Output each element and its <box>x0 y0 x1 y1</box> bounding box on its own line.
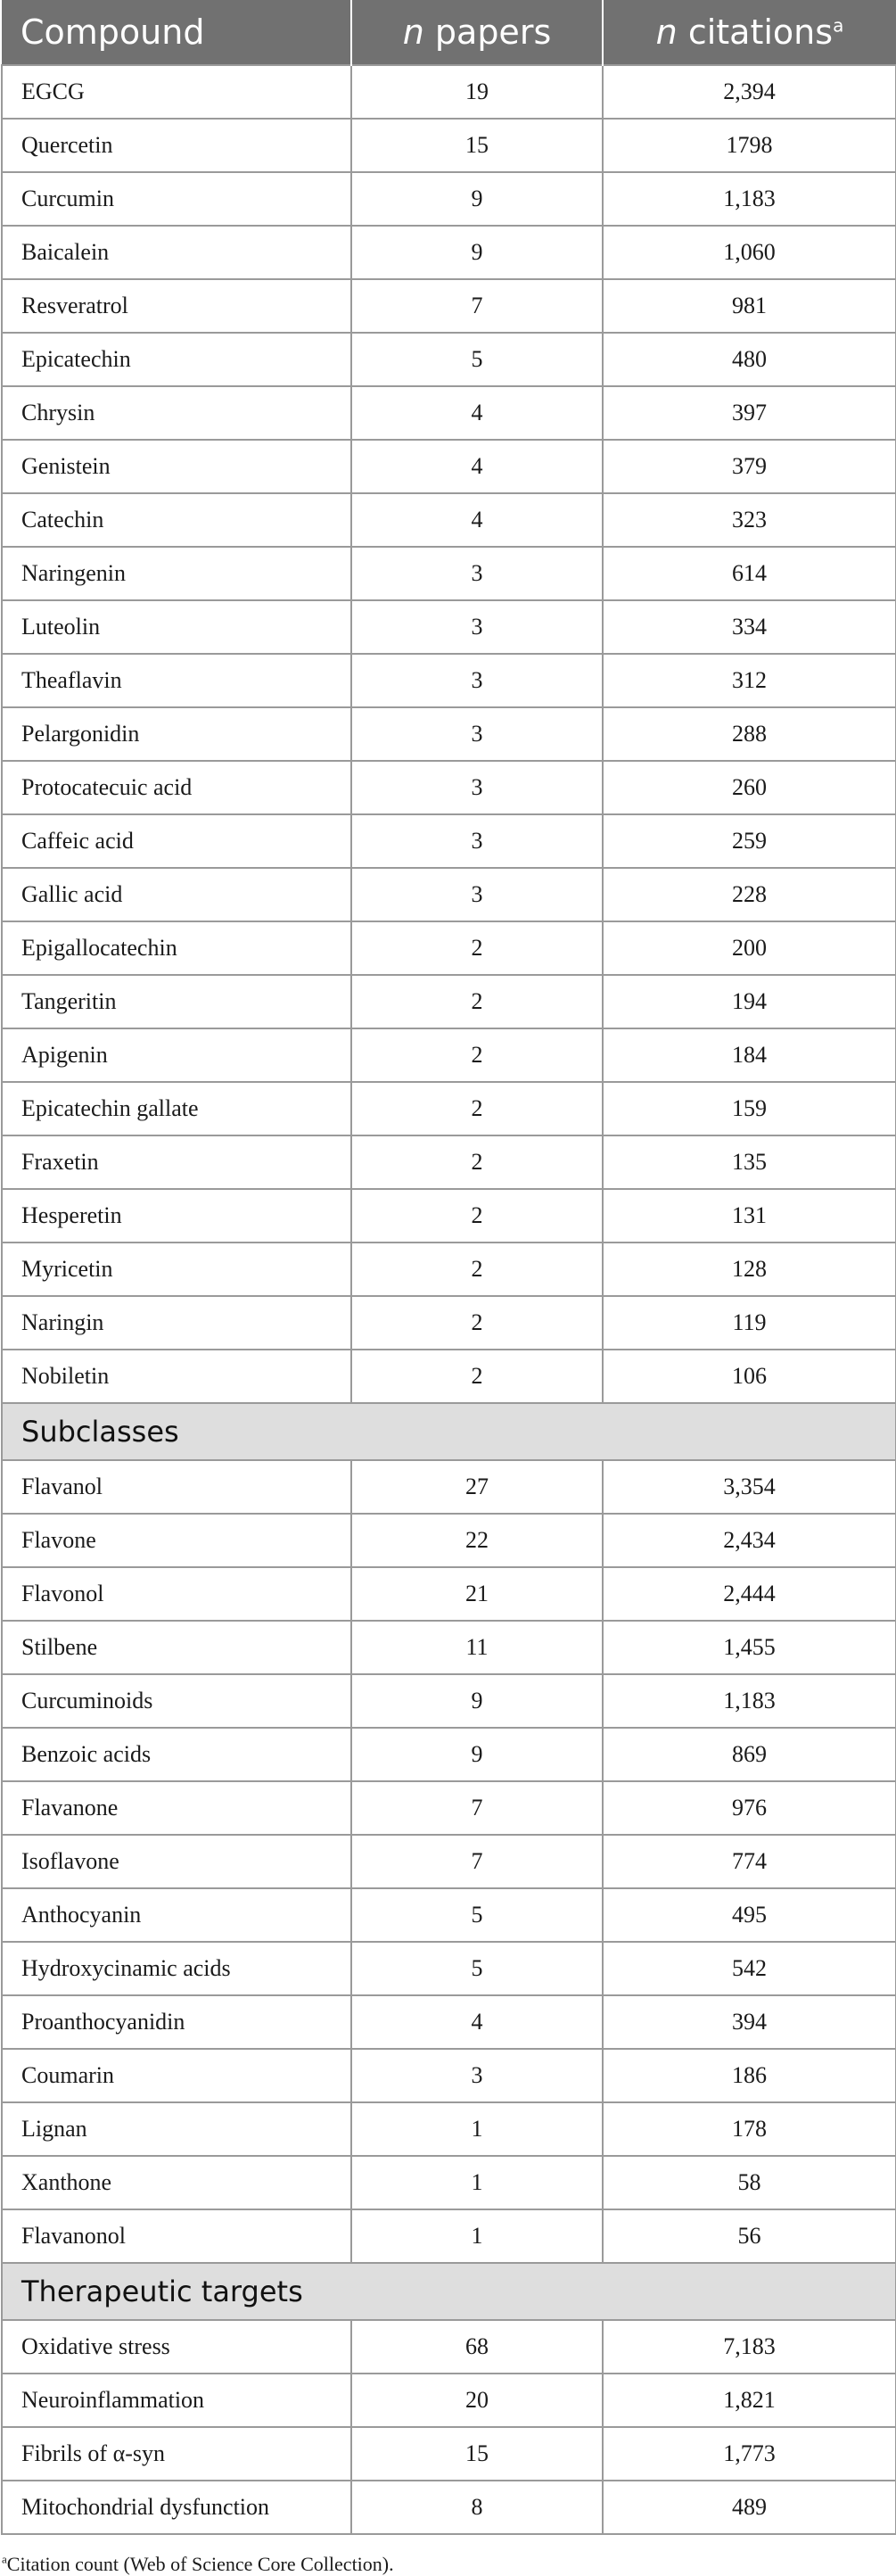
cell-papers: 3 <box>351 707 603 761</box>
subclass-row <box>2 2156 896 2209</box>
cell-papers: 5 <box>351 1888 603 1942</box>
column-header-compound: Compound <box>2 0 351 65</box>
cell-papers: 3 <box>351 868 603 921</box>
cell-papers: 5 <box>351 333 603 386</box>
cell-name: Xanthone <box>2 2156 351 2209</box>
cell-citations: 542 <box>603 1942 896 1995</box>
subclass-row <box>2 1621 896 1674</box>
cell-papers: 7 <box>351 1835 603 1888</box>
subclass-row <box>2 1835 896 1888</box>
cell-citations: 774 <box>603 1835 896 1888</box>
header-row <box>2 0 896 65</box>
cell-name: Proanthocyanidin <box>2 1995 351 2049</box>
cell-name: Fibrils of α-syn <box>2 2427 351 2481</box>
cell-papers: 1 <box>351 2102 603 2156</box>
subclass-row <box>2 1942 896 1995</box>
cell-citations: 869 <box>603 1728 896 1781</box>
cell-citations: 119 <box>603 1296 896 1350</box>
cell-name: Genistein <box>2 440 351 493</box>
compound-row <box>2 333 896 386</box>
cell-papers: 5 <box>351 1942 603 1995</box>
cell-papers: 27 <box>351 1460 603 1514</box>
cell-name: Hesperetin <box>2 1189 351 1243</box>
compound-row <box>2 1243 896 1296</box>
target-row <box>2 2374 896 2427</box>
cell-citations: 379 <box>603 440 896 493</box>
cell-name: Apigenin <box>2 1028 351 1082</box>
cell-papers: 21 <box>351 1567 603 1621</box>
cell-papers: 2 <box>351 1082 603 1135</box>
cell-name: Tangeritin <box>2 975 351 1028</box>
cell-name: Oxidative stress <box>2 2320 351 2374</box>
cell-citations: 1,060 <box>603 226 896 279</box>
cell-name: Flavanonol <box>2 2209 351 2263</box>
cell-papers: 3 <box>351 761 603 814</box>
compound-row <box>2 921 896 975</box>
cell-citations: 56 <box>603 2209 896 2263</box>
cell-papers: 15 <box>351 2427 603 2481</box>
compound-row <box>2 1296 896 1350</box>
cell-papers: 4 <box>351 1995 603 2049</box>
cell-papers: 2 <box>351 921 603 975</box>
cell-name: Gallic acid <box>2 868 351 921</box>
compound-row <box>2 440 896 493</box>
cell-papers: 9 <box>351 226 603 279</box>
cell-citations: 495 <box>603 1888 896 1942</box>
compound-row <box>2 1028 896 1082</box>
cell-citations: 200 <box>603 921 896 975</box>
compound-row <box>2 868 896 921</box>
cell-citations: 394 <box>603 1995 896 2049</box>
section-title: Subclasses <box>2 1403 896 1460</box>
cell-papers: 3 <box>351 547 603 600</box>
cell-citations: 128 <box>603 1243 896 1296</box>
cell-papers: 3 <box>351 2049 603 2102</box>
cell-citations: 323 <box>603 493 896 547</box>
cell-citations: 131 <box>603 1189 896 1243</box>
cell-name: Anthocyanin <box>2 1888 351 1942</box>
cell-papers: 3 <box>351 814 603 868</box>
cell-papers: 2 <box>351 975 603 1028</box>
cell-papers: 3 <box>351 600 603 654</box>
cell-name: Flavonol <box>2 1567 351 1621</box>
cell-name: Protocatecuic acid <box>2 761 351 814</box>
column-header-papers: n papers <box>351 0 603 65</box>
cell-papers: 1 <box>351 2209 603 2263</box>
cell-citations: 2,434 <box>603 1514 896 1567</box>
subclass-row <box>2 1674 896 1728</box>
cell-papers: 4 <box>351 386 603 440</box>
table-body <box>2 65 896 2534</box>
cell-citations: 3,354 <box>603 1460 896 1514</box>
cell-name: Neuroinflammation <box>2 2374 351 2427</box>
cell-name: Curcuminoids <box>2 1674 351 1728</box>
subclass-row <box>2 2049 896 2102</box>
cell-papers: 2 <box>351 1243 603 1296</box>
section-header-subclasses <box>2 1403 896 1460</box>
compound-row <box>2 172 896 226</box>
compound-row <box>2 279 896 333</box>
compound-row <box>2 119 896 172</box>
cell-papers: 2 <box>351 1296 603 1350</box>
cell-citations: 976 <box>603 1781 896 1835</box>
cell-name: Flavanol <box>2 1460 351 1514</box>
compound-row <box>2 707 896 761</box>
cell-citations: 260 <box>603 761 896 814</box>
cell-citations: 7,183 <box>603 2320 896 2374</box>
compound-row <box>2 1350 896 1403</box>
cell-citations: 106 <box>603 1350 896 1403</box>
cell-name: Catechin <box>2 493 351 547</box>
cell-citations: 334 <box>603 600 896 654</box>
compound-row <box>2 226 896 279</box>
cell-name: Myricetin <box>2 1243 351 1296</box>
cell-citations: 2,394 <box>603 65 896 119</box>
subclass-row <box>2 1995 896 2049</box>
cell-citations: 1798 <box>603 119 896 172</box>
cell-name: Nobiletin <box>2 1350 351 1403</box>
cell-citations: 1,821 <box>603 2374 896 2427</box>
cell-citations: 194 <box>603 975 896 1028</box>
cell-name: Epicatechin gallate <box>2 1082 351 1135</box>
cell-papers: 15 <box>351 119 603 172</box>
subclass-row <box>2 1460 896 1514</box>
compound-row <box>2 814 896 868</box>
compound-row <box>2 65 896 119</box>
cell-papers: 4 <box>351 440 603 493</box>
cell-name: Stilbene <box>2 1621 351 1674</box>
cell-citations: 1,183 <box>603 172 896 226</box>
subclass-row <box>2 2209 896 2263</box>
compound-row <box>2 547 896 600</box>
cell-citations: 614 <box>603 547 896 600</box>
cell-papers: 9 <box>351 1728 603 1781</box>
target-row <box>2 2427 896 2481</box>
cell-citations: 186 <box>603 2049 896 2102</box>
cell-papers: 3 <box>351 654 603 707</box>
cell-name: Mitochondrial dysfunction <box>2 2481 351 2534</box>
subclass-row <box>2 1514 896 1567</box>
data-table <box>1 0 896 2535</box>
footnote-text: Citation count (Web of Science Core Collection). <box>6 2553 394 2575</box>
cell-citations: 1,455 <box>603 1621 896 1674</box>
compound-row <box>2 1135 896 1189</box>
cell-citations: 2,444 <box>603 1567 896 1621</box>
cell-name: Naringin <box>2 1296 351 1350</box>
cell-name: Flavone <box>2 1514 351 1567</box>
subclass-row <box>2 1888 896 1942</box>
cell-name: Quercetin <box>2 119 351 172</box>
cell-citations: 489 <box>603 2481 896 2534</box>
cell-papers: 1 <box>351 2156 603 2209</box>
cell-papers: 4 <box>351 493 603 547</box>
cell-citations: 312 <box>603 654 896 707</box>
cell-papers: 7 <box>351 1781 603 1835</box>
column-header-citations: n citations$^a$ <box>603 0 896 65</box>
subclass-row <box>2 2102 896 2156</box>
cell-citations: 1,183 <box>603 1674 896 1728</box>
cell-name: Hydroxycinamic acids <box>2 1942 351 1995</box>
cell-citations: 397 <box>603 386 896 440</box>
cell-name: Lignan <box>2 2102 351 2156</box>
cell-name: Epicatechin <box>2 333 351 386</box>
cell-papers: 9 <box>351 172 603 226</box>
cell-papers: 9 <box>351 1674 603 1728</box>
cell-name: EGCG <box>2 65 351 119</box>
section-header-therapeutic-targets <box>2 2263 896 2320</box>
cell-papers: 2 <box>351 1135 603 1189</box>
cell-papers: 20 <box>351 2374 603 2427</box>
cell-name: Pelargonidin <box>2 707 351 761</box>
cell-name: Theaflavin <box>2 654 351 707</box>
cell-papers: 19 <box>351 65 603 119</box>
cell-citations: 288 <box>603 707 896 761</box>
cell-papers: 68 <box>351 2320 603 2374</box>
cell-citations: 135 <box>603 1135 896 1189</box>
cell-name: Epigallocatechin <box>2 921 351 975</box>
compound-row <box>2 600 896 654</box>
cell-name: Coumarin <box>2 2049 351 2102</box>
cell-name: Curcumin <box>2 172 351 226</box>
cell-papers: 2 <box>351 1028 603 1082</box>
compound-row <box>2 975 896 1028</box>
subclass-row <box>2 1728 896 1781</box>
cell-papers: 11 <box>351 1621 603 1674</box>
cell-name: Isoflavone <box>2 1835 351 1888</box>
cell-papers: 2 <box>351 1350 603 1403</box>
cell-name: Chrysin <box>2 386 351 440</box>
cell-papers: 2 <box>351 1189 603 1243</box>
cell-name: Naringenin <box>2 547 351 600</box>
compound-row <box>2 1082 896 1135</box>
cell-citations: 184 <box>603 1028 896 1082</box>
cell-name: Baicalein <box>2 226 351 279</box>
target-row <box>2 2481 896 2534</box>
cell-papers: 7 <box>351 279 603 333</box>
cell-name: Benzoic acids <box>2 1728 351 1781</box>
cell-name: Resveratrol <box>2 279 351 333</box>
subclass-row <box>2 1781 896 1835</box>
cell-citations: 58 <box>603 2156 896 2209</box>
cell-citations: 228 <box>603 868 896 921</box>
section-title: Therapeutic targets <box>2 2263 896 2320</box>
compound-row <box>2 493 896 547</box>
cell-papers: 22 <box>351 1514 603 1567</box>
cell-citations: 480 <box>603 333 896 386</box>
cell-name: Flavanone <box>2 1781 351 1835</box>
cell-name: Caffeic acid <box>2 814 351 868</box>
target-row <box>2 2320 896 2374</box>
cell-name: Luteolin <box>2 600 351 654</box>
table-footnote <box>0 2553 896 2576</box>
subclass-row <box>2 1567 896 1621</box>
cell-papers: 8 <box>351 2481 603 2534</box>
footnote-marker: a <box>2 2552 7 2566</box>
cell-citations: 259 <box>603 814 896 868</box>
compound-row <box>2 386 896 440</box>
cell-citations: 981 <box>603 279 896 333</box>
compound-row <box>2 1189 896 1243</box>
compound-row <box>2 761 896 814</box>
compound-row <box>2 654 896 707</box>
cell-citations: 159 <box>603 1082 896 1135</box>
cell-citations: 1,773 <box>603 2427 896 2481</box>
cell-name: Fraxetin <box>2 1135 351 1189</box>
cell-citations: 178 <box>603 2102 896 2156</box>
